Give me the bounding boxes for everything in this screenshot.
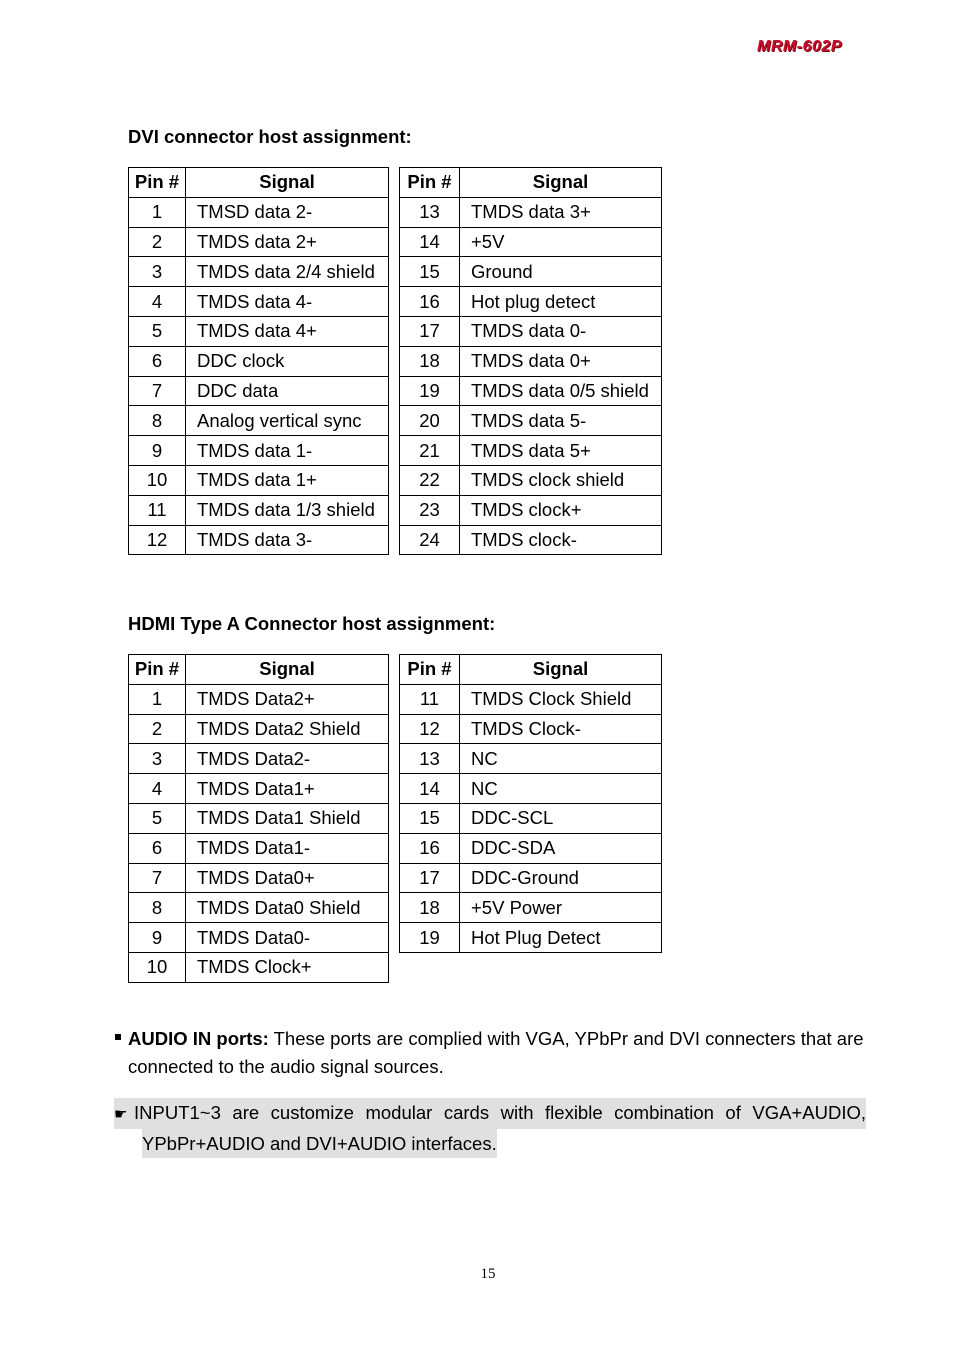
- table-header-row: [129, 168, 389, 198]
- hdmi-section-title: HDMI Type A Connector host assignment:: [128, 613, 496, 634]
- pin-number-cell: 10: [129, 952, 186, 982]
- signal-cell: +5V Power: [460, 893, 662, 923]
- signal-cell: TMDS data 3-: [186, 525, 389, 555]
- note-paragraph: [114, 1098, 866, 1158]
- signal-cell: TMDS Data1-: [186, 833, 389, 863]
- pin-number-cell: 15: [400, 803, 460, 833]
- pin-number-cell: 16: [400, 833, 460, 863]
- table-row: [129, 923, 389, 953]
- pin-number-cell: 7: [129, 863, 186, 893]
- pin-number-cell: 11: [129, 495, 186, 525]
- pin-number-cell: 4: [129, 774, 186, 804]
- pin-number-cell: 5: [129, 803, 186, 833]
- table-row: [400, 346, 662, 376]
- pin-number-cell: 18: [400, 346, 460, 376]
- table-row: [400, 863, 662, 893]
- signal-cell: TMDS Data2 Shield: [186, 714, 389, 744]
- table-row: [400, 465, 662, 495]
- dvi-pin-table-right: [399, 167, 662, 555]
- table-row: [400, 227, 662, 257]
- pin-number-cell: 13: [400, 197, 460, 227]
- signal-cell: TMDS data 2/4 shield: [186, 257, 389, 287]
- pin-number-cell: 11: [400, 684, 460, 714]
- signal-cell: TMDS Data0 Shield: [186, 893, 389, 923]
- signal-cell: DDC data: [186, 376, 389, 406]
- signal-cell: DDC-SDA: [460, 833, 662, 863]
- table-row: [400, 257, 662, 287]
- signal-cell: TMDS data 4+: [186, 316, 389, 346]
- pin-number-cell: 24: [400, 525, 460, 555]
- pin-number-cell: 19: [400, 923, 460, 953]
- table-row: [400, 316, 662, 346]
- table-row: [400, 774, 662, 804]
- pin-number-cell: 22: [400, 465, 460, 495]
- table-row: [129, 197, 389, 227]
- signal-cell: TMDS clock-: [460, 525, 662, 555]
- pin-number-cell: 2: [129, 714, 186, 744]
- signal-cell: TMDS Data2+: [186, 684, 389, 714]
- pin-number-cell: 1: [129, 684, 186, 714]
- signal-cell: TMDS Data2-: [186, 744, 389, 774]
- signal-cell: +5V: [460, 227, 662, 257]
- table-row: [129, 346, 389, 376]
- pin-number-cell: 8: [129, 893, 186, 923]
- table-row: [400, 684, 662, 714]
- pin-number-cell: 14: [400, 227, 460, 257]
- signal-cell: TMDS data 1+: [186, 465, 389, 495]
- table-row: [129, 316, 389, 346]
- pin-number-cell: 14: [400, 774, 460, 804]
- header-logo: MRM-602P: [757, 38, 842, 55]
- signal-cell: TMDS data 4-: [186, 287, 389, 317]
- signal-cell: TMDS Data1+: [186, 774, 389, 804]
- table-header-row: [129, 655, 389, 685]
- pin-number-cell: 3: [129, 257, 186, 287]
- pin-number-cell: 6: [129, 833, 186, 863]
- note-line-2: YPbPr+AUDIO and DVI+AUDIO interfaces.: [142, 1129, 497, 1158]
- table-row: [400, 436, 662, 466]
- square-bullet-icon: [115, 1034, 121, 1040]
- table-row: [400, 406, 662, 436]
- table-row: [129, 465, 389, 495]
- signal-cell: Analog vertical sync: [186, 406, 389, 436]
- pin-number-cell: 10: [129, 465, 186, 495]
- table-row: [400, 833, 662, 863]
- pin-number-cell: 8: [129, 406, 186, 436]
- table-row: [400, 287, 662, 317]
- signal-cell: TMDS data 1/3 shield: [186, 495, 389, 525]
- signal-cell: Hot Plug Detect: [460, 923, 662, 953]
- table-row: [400, 744, 662, 774]
- signal-column-header: Signal: [186, 168, 389, 198]
- signal-cell: TMSD data 2-: [186, 197, 389, 227]
- table-row: [129, 287, 389, 317]
- signal-cell: DDC-SCL: [460, 803, 662, 833]
- signal-cell: TMDS data 5+: [460, 436, 662, 466]
- signal-cell: TMDS Data1 Shield: [186, 803, 389, 833]
- signal-cell: TMDS Clock-: [460, 714, 662, 744]
- audio-paragraph: [128, 1025, 868, 1081]
- pin-number-cell: 9: [129, 436, 186, 466]
- signal-cell: TMDS Data0+: [186, 863, 389, 893]
- table-row: [129, 436, 389, 466]
- table-row: [400, 803, 662, 833]
- pin-number-cell: 19: [400, 376, 460, 406]
- signal-cell: NC: [460, 774, 662, 804]
- signal-column-header: Signal: [460, 168, 662, 198]
- pin-number-cell: 13: [400, 744, 460, 774]
- pin-number-cell: 15: [400, 257, 460, 287]
- page-number: 15: [480, 1266, 496, 1282]
- dvi-pin-table-left: [128, 167, 389, 555]
- signal-cell: TMDS Clock+: [186, 952, 389, 982]
- table-row: [400, 376, 662, 406]
- table-row: [129, 714, 389, 744]
- pin-number-cell: 12: [129, 525, 186, 555]
- table-header-row: [400, 655, 662, 685]
- dvi-section-title: DVI connector host assignment:: [128, 126, 412, 147]
- table-row: [400, 525, 662, 555]
- pin-number-cell: 21: [400, 436, 460, 466]
- signal-cell: TMDS data 0-: [460, 316, 662, 346]
- signal-cell: Hot plug detect: [460, 287, 662, 317]
- table-row: [129, 893, 389, 923]
- table-row: [400, 197, 662, 227]
- table-row: [129, 803, 389, 833]
- signal-cell: Ground: [460, 257, 662, 287]
- table-row: [400, 923, 662, 953]
- pin-number-cell: 2: [129, 227, 186, 257]
- signal-cell: TMDS Clock Shield: [460, 684, 662, 714]
- pin-number-cell: 17: [400, 316, 460, 346]
- pin-number-cell: 18: [400, 893, 460, 923]
- note-line-1: [114, 1098, 866, 1129]
- table-row: [129, 863, 389, 893]
- pin-number-cell: 23: [400, 495, 460, 525]
- table-row: [129, 833, 389, 863]
- table-row: [129, 227, 389, 257]
- table-row: [129, 525, 389, 555]
- table-row: [129, 495, 389, 525]
- signal-cell: NC: [460, 744, 662, 774]
- table-row: [129, 744, 389, 774]
- pin-number-cell: 4: [129, 287, 186, 317]
- pin-column-header: Pin #: [129, 655, 186, 685]
- signal-cell: TMDS clock+: [460, 495, 662, 525]
- pin-number-cell: 7: [129, 376, 186, 406]
- signal-cell: TMDS data 0/5 shield: [460, 376, 662, 406]
- signal-cell: DDC-Ground: [460, 863, 662, 893]
- table-row: [129, 406, 389, 436]
- signal-column-header: Signal: [186, 655, 389, 685]
- pin-number-cell: 12: [400, 714, 460, 744]
- hdmi-pin-table-left: [128, 654, 389, 983]
- signal-cell: TMDS Data0-: [186, 923, 389, 953]
- audio-text: These ports are complied with VGA, YPbPr and DVI connecters that are connected to the audio signal sources.: [128, 1028, 864, 1077]
- table-row: [400, 893, 662, 923]
- pin-number-cell: 6: [129, 346, 186, 376]
- table-row: [400, 714, 662, 744]
- table-row: [129, 684, 389, 714]
- pin-number-cell: 17: [400, 863, 460, 893]
- table-row: [129, 952, 389, 982]
- table-row: [129, 257, 389, 287]
- signal-cell: TMDS data 3+: [460, 197, 662, 227]
- table-row: [129, 376, 389, 406]
- pin-number-cell: 9: [129, 923, 186, 953]
- pointing-hand-icon: ☛: [114, 1106, 128, 1123]
- pin-number-cell: 1: [129, 197, 186, 227]
- hdmi-pin-table-right: [399, 654, 662, 953]
- pin-number-cell: 3: [129, 744, 186, 774]
- table-row: [400, 495, 662, 525]
- pin-number-cell: 16: [400, 287, 460, 317]
- pin-column-header: Pin #: [400, 655, 460, 685]
- signal-cell: TMDS data 5-: [460, 406, 662, 436]
- pin-number-cell: 5: [129, 316, 186, 346]
- table-header-row: [400, 168, 662, 198]
- signal-column-header: Signal: [460, 655, 662, 685]
- pin-column-header: Pin #: [129, 168, 186, 198]
- pin-number-cell: 20: [400, 406, 460, 436]
- audio-label: AUDIO IN ports:: [128, 1028, 269, 1049]
- signal-cell: DDC clock: [186, 346, 389, 376]
- signal-cell: TMDS data 2+: [186, 227, 389, 257]
- signal-cell: TMDS data 1-: [186, 436, 389, 466]
- note-line-1-text: INPUT1~3 are customize modular cards with flexible combination of VGA+AUDIO,: [134, 1102, 866, 1123]
- table-row: [129, 774, 389, 804]
- pin-column-header: Pin #: [400, 168, 460, 198]
- signal-cell: TMDS clock shield: [460, 465, 662, 495]
- signal-cell: TMDS data 0+: [460, 346, 662, 376]
